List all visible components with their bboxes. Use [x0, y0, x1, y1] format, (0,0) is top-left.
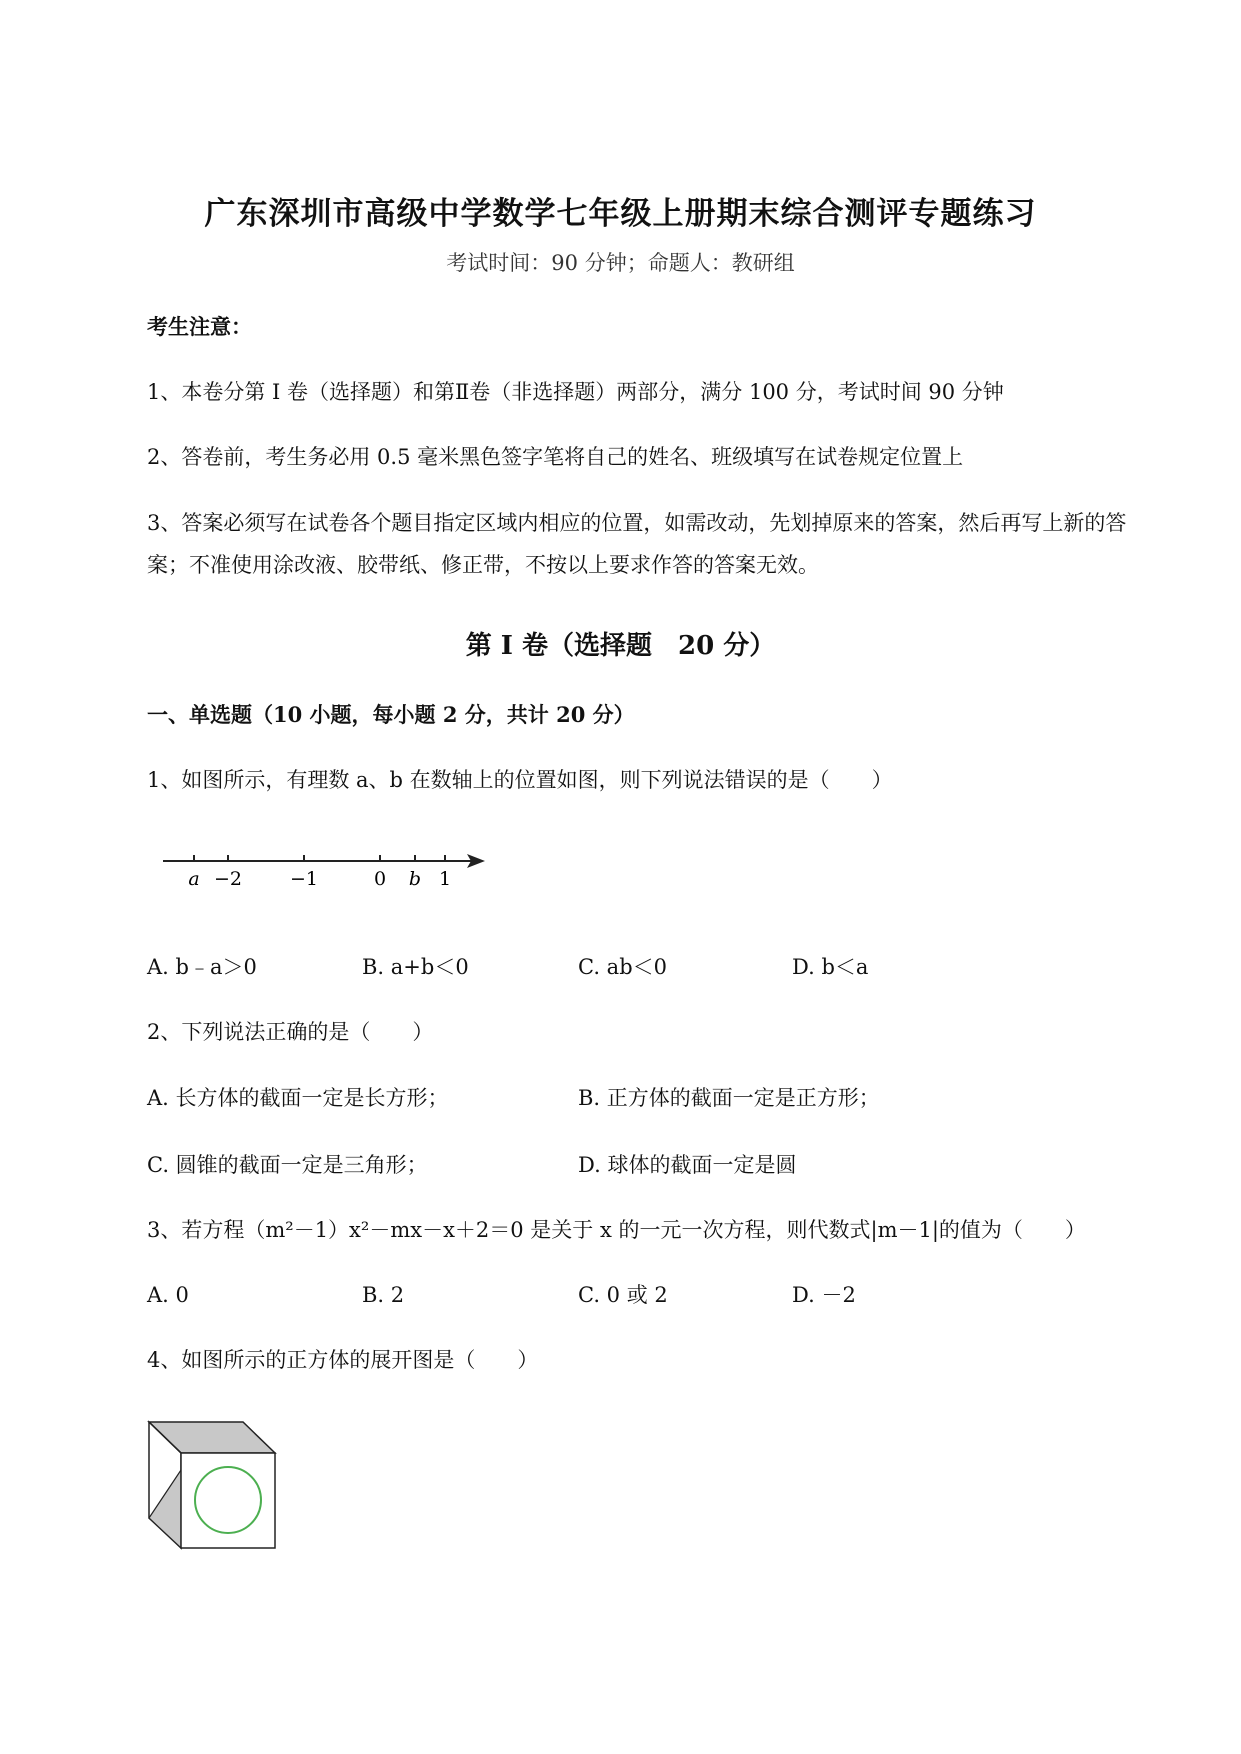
label-b: b [408, 868, 422, 890]
question-2-option-d: D. 球体的截面一定是圆 [578, 1153, 797, 1177]
label-1: 1 [438, 868, 452, 890]
label-neg1: −1 [289, 868, 319, 890]
notice-item-3: 3、答案必须写在试卷各个题目指定区域内相应的位置，如需改动，先划掉原来的答案，然后再写上新的答案；不准使用涂改液、胶带纸、修正带，不按以上要求作答的答案无效。 [147, 511, 1127, 577]
question-3-stem: 3、若方程（m²－1）x²－mx－x＋2＝0 是关于 x 的一元一次方程，则代数式|m－1|的值为（ ） [147, 1218, 1086, 1242]
question-1-option-d: D. b＜a [792, 955, 869, 979]
question-4-stem: 4、如图所示的正方体的展开图是（ ） [147, 1348, 539, 1372]
question-1-option-a: A. b﹣a＞0 [147, 955, 257, 979]
question-3-option-d: D. －2 [792, 1283, 856, 1307]
question-2-option-a: A. 长方体的截面一定是长方形； [147, 1086, 449, 1110]
exam-subtitle: 考试时间：90 分钟；命题人：教研组 [446, 251, 795, 275]
cube-with-circle-icon [145, 1418, 285, 1558]
notice-item-1: 1、本卷分第 I 卷（选择题）和第Ⅱ卷（非选择题）两部分，满分 100 分，考试时间 90 分钟 [147, 380, 1004, 404]
question-2-option-b: B. 正方体的截面一定是正方形； [578, 1086, 880, 1110]
question-1-option-c: C. ab＜0 [578, 955, 667, 979]
question-2-stem: 2、下列说法正确的是（ ） [147, 1020, 434, 1044]
question-1-stem: 1、如图所示，有理数 a、b 在数轴上的位置如图，则下列说法错误的是（ ） [147, 768, 893, 792]
question-2-option-c: C. 圆锥的截面一定是三角形； [147, 1153, 428, 1177]
number-line-figure [155, 840, 500, 892]
notice-heading: 考生注意： [147, 314, 252, 339]
question-3-option-c: C. 0 或 2 [578, 1283, 668, 1307]
section-title: 第 I 卷（选择题 20 分） [465, 631, 776, 661]
part-heading: 一、单选题（10 小题，每小题 2 分，共计 20 分） [147, 702, 635, 727]
question-1-option-b: B. a+b＜0 [362, 955, 469, 979]
question-3-option-b: B. 2 [362, 1283, 405, 1307]
label-0: 0 [373, 868, 387, 890]
label-neg2: −2 [213, 868, 243, 890]
page-title: 广东深圳市高级中学数学七年级上册期末综合测评专题练习 [204, 196, 1037, 232]
question-3-option-a: A. 0 [147, 1283, 189, 1307]
label-a: a [188, 868, 200, 890]
notice-item-2: 2、答卷前，考生务必用 0.5 毫米黑色签字笔将自己的姓名、班级填写在试卷规定位置上 [147, 445, 964, 469]
